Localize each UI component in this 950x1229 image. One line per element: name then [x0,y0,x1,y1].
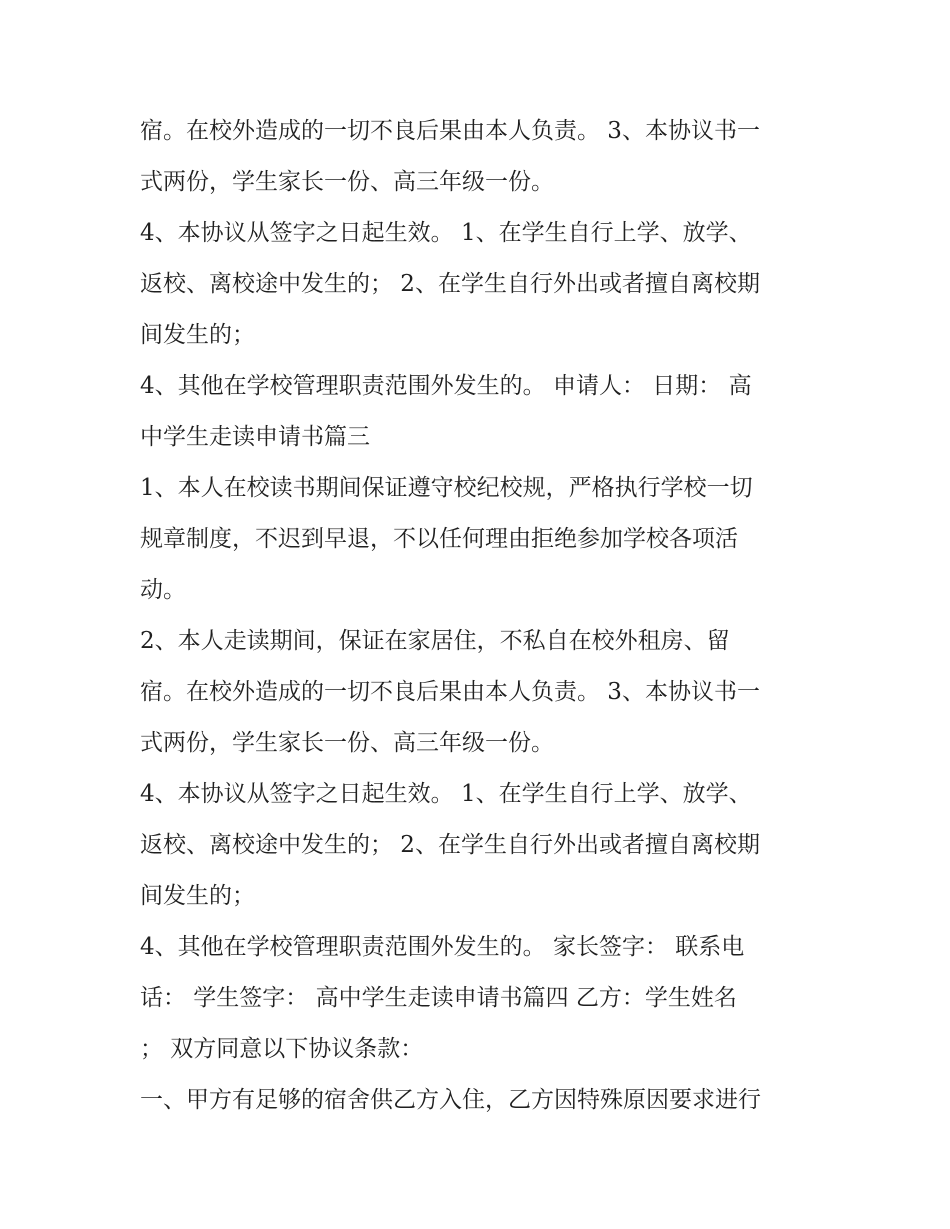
text-line: 4、本协议从签字之日起生效。 1、在学生自行上学、放学、 [140,781,752,807]
document-body [140,106,830,1126]
text-line: 4、本协议从签字之日起生效。 1、在学生自行上学、放学、 [140,220,752,246]
text-line: 式两份，学生家长一份、高三年级一份。 [140,169,554,195]
section-title-line: 中学生走读申请书篇三 [140,424,370,450]
text-line: 间发生的； [140,322,255,348]
text-line: 返校、离校途中发生的； 2、在学生自行外出或者擅自离校期 [140,832,760,858]
text-line: 话： 学生签字： 高中学生走读申请书篇四 乙方：学生姓名 [140,985,737,1011]
text-line: 一、甲方有足够的宿舍供乙方入住，乙方因特殊原因要求进行 [140,1087,761,1113]
text-line: 式两份，学生家长一份、高三年级一份。 [140,730,554,756]
text-line: 宿。在校外造成的一切不良后果由本人负责。 3、本协议书一 [140,679,760,705]
text-line: 动。 [140,577,186,603]
text-line: 返校、离校途中发生的； 2、在学生自行外出或者擅自离校期 [140,271,760,297]
text-line: 间发生的； [140,883,255,909]
text-line: 4、其他在学校管理职责范围外发生的。 家长签字： 联系电 [140,934,745,960]
text-line: 4、其他在学校管理职责范围外发生的。 申请人： 日期： 高 [140,373,752,399]
text-line: 2、本人走读期间，保证在家居住，不私自在校外租房、留 [140,628,730,654]
text-line: 规章制度，不迟到早退，不以任何理由拒绝参加学校各项活 [140,526,738,552]
text-line: ； 双方同意以下协议条款： [140,1036,424,1062]
text-line: 1、本人在校读书期间保证遵守校纪校规，严格执行学校一切 [140,475,753,501]
text-line: 宿。在校外造成的一切不良后果由本人负责。 3、本协议书一 [140,118,760,144]
